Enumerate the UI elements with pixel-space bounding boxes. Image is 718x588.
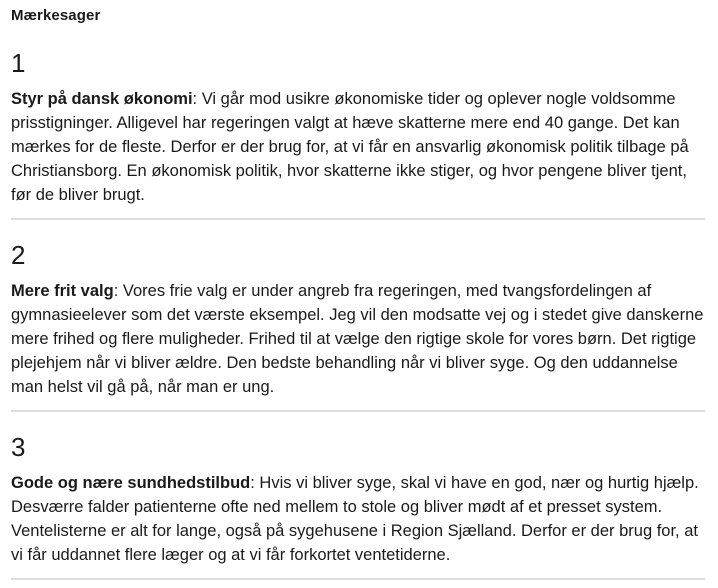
issue-section-3 [11,434,705,580]
section-divider [11,218,705,220]
section-paragraph [11,87,705,207]
page-title: Mærkesager [11,7,101,24]
section-number: 3 [11,432,26,462]
section-number: 2 [11,240,26,270]
section-body: Vi går mod usikre økonomiske tider og oplever nogle voldsomme prisstigninger. Alligevel har regeringen valgt at hæve skatterne mere end 40 gange. Det kan mærkes for de fleste. Derfor er der brug for, at vi får en ansvarlig økonomisk politik tilbage på Christiansborg. En økonomisk politik, hvor skatterne ikke stiger, og hvor pengene bliver tjent, før de bliver brugt. [11,90,689,204]
section-separator: : [113,282,123,300]
section-lead: Mere frit valg [11,282,114,300]
section-lead: Gode og nære sundhedstilbud [11,474,251,492]
issue-section-1 [11,50,705,220]
section-lead: Styr på dansk økonomi [11,90,193,108]
section-separator: : [192,90,202,108]
section-paragraph [11,279,705,399]
section-paragraph [11,471,705,567]
section-divider [11,578,705,580]
section-number: 1 [11,48,26,78]
issue-section-2 [11,242,705,412]
section-divider [11,410,705,412]
section-separator: : [250,474,260,492]
section-body: Hvis vi bliver syge, skal vi have en god, nær og hurtig hjælp. Desværre falder patienterne ofte ned mellem to stole og bliver mødt af et presset system. Ventelisterne er alt for lange, også på sygehusene i Region Sjælland. Derfor er der brug for, at vi får uddannet flere læger og at vi får forkortet ventetiderne. [11,474,699,564]
section-body: Vores frie valg er under angreb fra regeringen, med tvangsfordelingen af gymnasieelever som det værste eksempel. Jeg vil den modsatte vej og i stedet give danskerne mere frihed og flere muligheder. Frihed til at vælge den rigtige skole for vores børn. Det rigtige plejehjem når vi bliver ældre. Den bedste behandling når vi bliver syge. Og den uddannelse man helst vil gå på, når man er ung. [11,282,704,396]
